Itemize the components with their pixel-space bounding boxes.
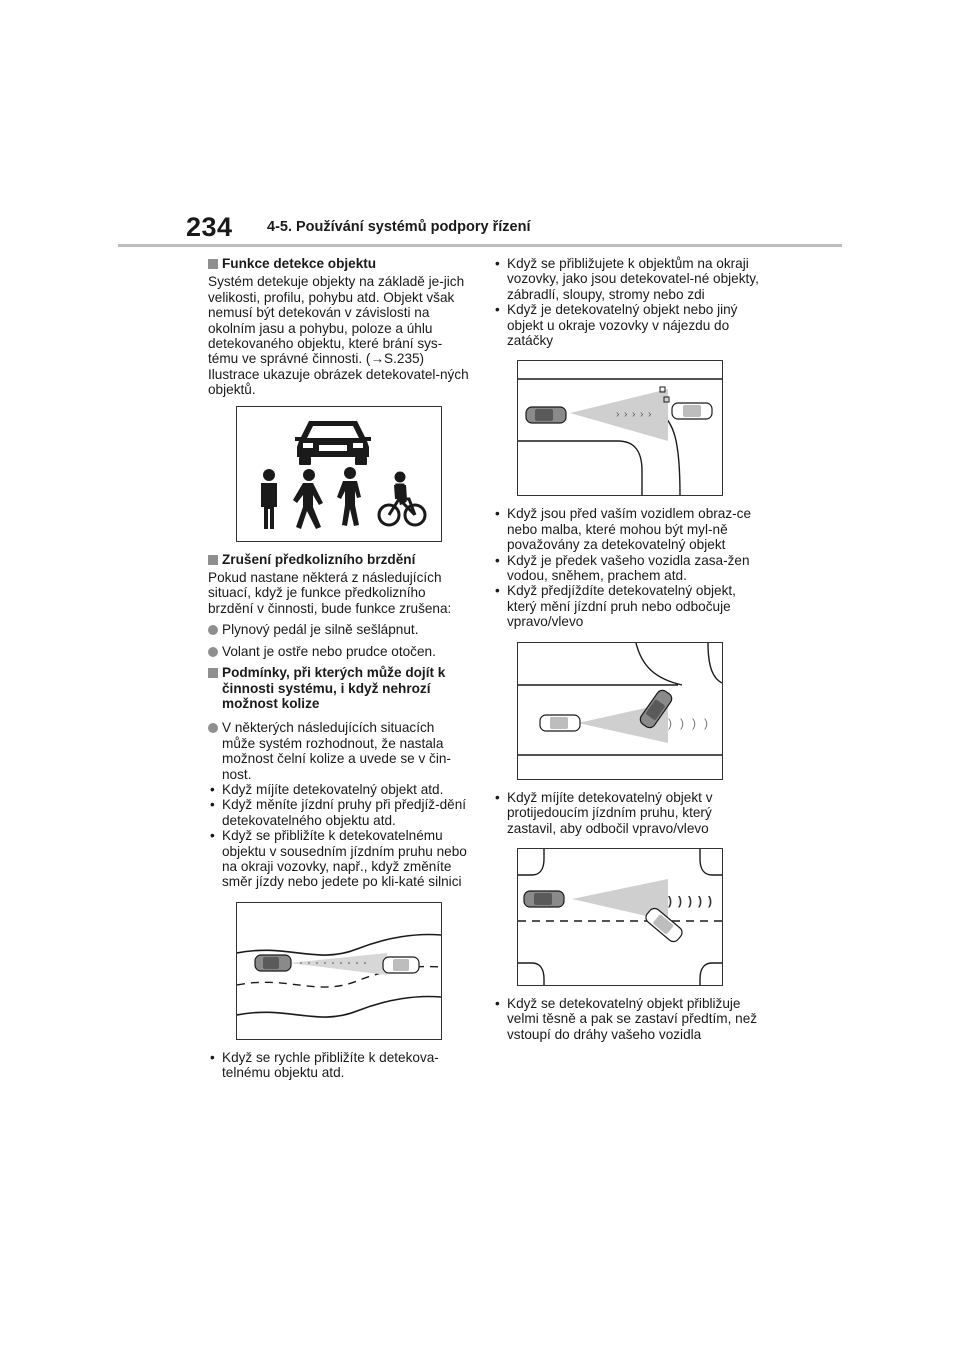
own-car-icon <box>524 891 564 907</box>
own-car-icon <box>526 407 566 423</box>
svg-text:›: › <box>648 409 652 421</box>
cyclist-icon <box>379 471 425 525</box>
svg-text:›: › <box>640 409 644 421</box>
paragraph: Pokud nastane některá z následujících situací, když je funkce předkolizního brzdění v činnosti, bude funkce zrušena: <box>208 570 452 616</box>
paragraph: Systém detekuje objekty na základě je-jich velikosti, profilu, pohybu atd. Objekt však nemusí být detekován v závislosti na okolním jasu a pohybu, poloze a úhlu detekovaného objektu, které brání sys-tému ve správné činnosti. (→S.235) Ilustrace ukazuje obrázek detekovatel-ných objektů. <box>208 274 469 398</box>
svg-text:): ) <box>668 893 672 908</box>
page-number: 234 <box>186 212 233 242</box>
bullet-item: • Když se detekovatelný objekt přibližuje velmi těsně a pak se zastaví předtím, než vstoupí do dráhy vašeho vozidla <box>493 996 761 1042</box>
target-car-icon <box>383 957 419 973</box>
section-heading-object-detection: Funkce detekce objektu <box>208 256 470 271</box>
own-car-icon <box>540 715 580 731</box>
circle-item: Plynový pedál je silně sešlápnut. <box>208 622 470 637</box>
bullet-item: • Když je detekovatelný objekt nebo jiný objekt u okraje vozovky v nájezdu do zatáčky <box>493 302 761 348</box>
bullet-item: • Když měníte jízdní pruhy při předjíž-dění detekovatelného objektu atd. <box>208 797 470 828</box>
section-heading-conditions: Podmínky, při kterých může dojít k činnosti systému, i když nehrozí možnost kolize <box>208 665 470 711</box>
chapter-title: 4-5. Používání systémů podpory řízení <box>267 219 531 235</box>
bullet-item: • Když se rychle přibližíte k detekova-telnému objektu atd. <box>208 1050 470 1081</box>
svg-text:›: › <box>616 409 620 421</box>
svg-text:): ) <box>704 715 708 730</box>
figure-oncoming-turn <box>517 848 723 986</box>
target-car-icon <box>672 403 712 419</box>
svg-text:›: › <box>624 409 628 421</box>
svg-text:): ) <box>688 893 692 908</box>
bullet-item: • Když míjíte detekovatelný objekt v protijedoucím jízdním pruhu, který zastavil, aby odbočil vpravo/vlevo <box>493 790 761 836</box>
svg-text:): ) <box>678 893 682 908</box>
bullet-item: • Když předjíždíte detekovatelný objekt, který mění jízdní pruh nebo odbočuje vpravo/vlevo <box>493 583 761 629</box>
header-rule <box>118 244 842 247</box>
bullet-item: • Když je předek vašeho vozidla zasa-žen vodou, sněhem, prachem atd. <box>493 553 761 584</box>
circle-item: V některých následujících situacích může systém rozhodnout, že nastala možnost čelní kolize a uvede se v čin-nost. <box>208 720 470 782</box>
own-car-icon <box>255 955 291 971</box>
right-column <box>493 256 761 1042</box>
figure-detectable-objects <box>236 406 442 542</box>
figure-curve-entry <box>517 360 723 496</box>
svg-text:): ) <box>708 893 712 908</box>
svg-text:): ) <box>680 715 684 730</box>
bullet-item: • Když jsou před vaším vozidlem obraz-ce nebo malba, které mohou být myl-ně považovány za detekovatelný objekt <box>493 506 761 552</box>
bullet-item: • Když se přibližíte k detekovatelnému objektu v sousedním jízdním pruhu nebo na okraji vozovky, např., když změníte směr jízdy nebo jedete po kli-katé silnici <box>208 828 470 890</box>
child-person-icon <box>337 467 361 526</box>
section-heading-cancel-braking: Zrušení předkolizního brzdění <box>208 552 470 567</box>
left-column <box>208 256 470 1081</box>
figure-lane-change <box>517 642 723 780</box>
bullet-item: • Když se přibližujete k objektům na okraji vozovky, jako jsou detekovatel-né objekty, zábradlí, sloupy, stromy nebo zdi <box>493 256 761 302</box>
figure-winding-road <box>236 902 442 1040</box>
svg-text:›: › <box>632 409 636 421</box>
walking-person-icon <box>293 469 323 529</box>
svg-text:): ) <box>668 715 672 730</box>
car-front-icon <box>295 421 371 465</box>
standing-person-icon <box>261 469 277 529</box>
svg-text:): ) <box>698 893 702 908</box>
bullet-item: • Když míjíte detekovatelný objekt atd. <box>208 782 470 797</box>
svg-text:): ) <box>692 715 696 730</box>
circle-item: Volant je ostře nebo prudce otočen. <box>208 644 470 659</box>
page-header <box>0 0 960 250</box>
